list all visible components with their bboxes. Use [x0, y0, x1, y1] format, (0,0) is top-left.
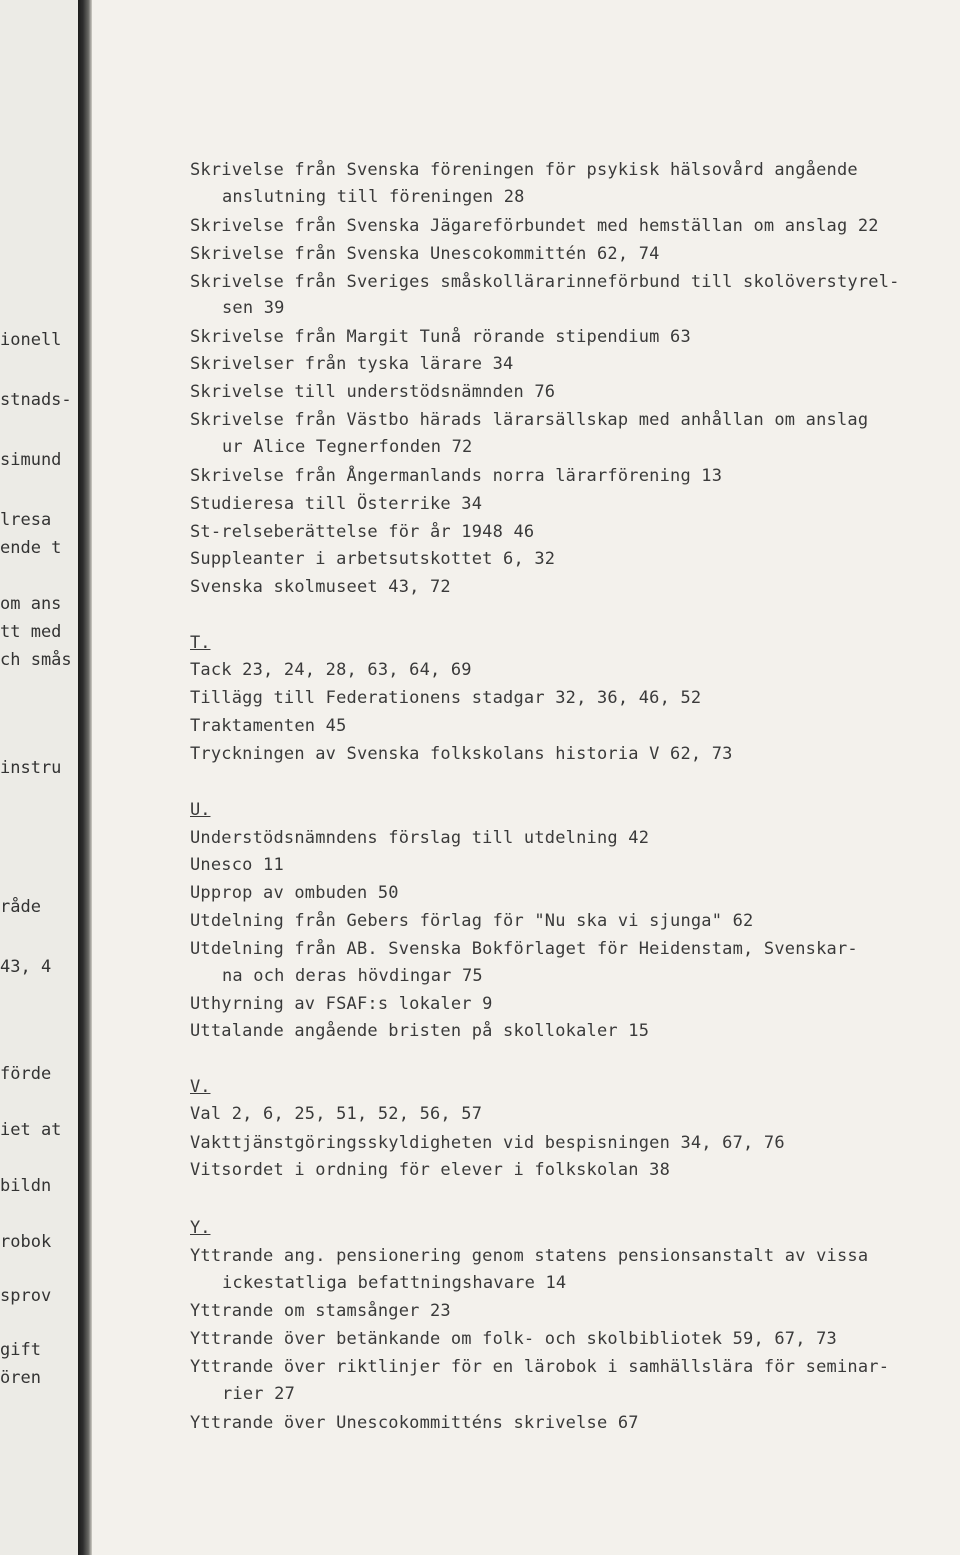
index-entry: Skrivelse från Ångermanlands norra lärarförening 13 — [190, 466, 723, 486]
letter-section-heading: V. — [190, 1077, 211, 1097]
index-entry: Upprop av ombuden 50 — [190, 883, 399, 903]
index-entry: Skrivelse till understödsnämnden 76 — [190, 382, 556, 402]
facing-page-text-fragment: stnads- — [0, 390, 72, 410]
index-entry: Yttrande över riktlinjer för en lärobok i samhällslära för seminar- — [190, 1357, 890, 1377]
index-entry: Yttrande över betänkande om folk- och skolbibliotek 59, 67, 73 — [190, 1329, 837, 1349]
index-entry: Vakttjänstgöringsskyldigheten vid bespisningen 34, 67, 76 — [190, 1133, 785, 1153]
index-entry-continuation: ur Alice Tegnerfonden 72 — [222, 437, 473, 457]
index-entry: Suppleanter i arbetsutskottet 6, 32 — [190, 549, 556, 569]
letter-section-heading: T. — [190, 633, 211, 653]
index-entry: Understödsnämndens förslag till utdelning 42 — [190, 828, 650, 848]
index-entry: Yttrande om stamsånger 23 — [190, 1301, 451, 1321]
index-entry: Skrivelse från Margit Tunå rörande stipendium 63 — [190, 327, 691, 347]
facing-page-text-fragment: iet at — [0, 1120, 62, 1140]
index-entry: Uthyrning av FSAF:s lokaler 9 — [190, 994, 493, 1014]
facing-page-text-fragment: tt med — [0, 622, 62, 642]
facing-page-text-fragment: instru — [0, 758, 62, 778]
facing-page-text-fragment: ch smås — [0, 650, 72, 670]
facing-page-text-fragment: om ans — [0, 594, 62, 614]
facing-page-text-fragment: lresa — [0, 510, 52, 530]
letter-section-heading: Y. — [190, 1218, 211, 1238]
index-entry-continuation: ickestatliga befattningshavare 14 — [222, 1273, 567, 1293]
index-entry: Yttrande över Unescokommitténs skrivelse 67 — [190, 1413, 639, 1433]
index-entry: Skrivelse från Västbo härads lärarsällskap med anhållan om anslag — [190, 410, 869, 430]
facing-page-text-fragment: 43, 4 — [0, 957, 52, 977]
index-entry-continuation: rier 27 — [222, 1384, 296, 1404]
facing-page-text-fragment: förde — [0, 1064, 52, 1084]
facing-page-text-fragment: gift — [0, 1340, 41, 1360]
facing-page-text-fragment: ören — [0, 1368, 41, 1388]
facing-page-text-fragment: simund — [0, 450, 62, 470]
index-entry: Studieresa till Österrike 34 — [190, 494, 483, 514]
index-entry: Skrivelse från Svenska Jägareförbundet med hemställan om anslag 22 — [190, 216, 879, 236]
facing-page-text-fragment: sprov — [0, 1286, 52, 1306]
facing-page-text-fragment: bildn — [0, 1176, 52, 1196]
index-entry: Utdelning från Gebers förlag för "Nu ska vi sjunga" 62 — [190, 911, 754, 931]
index-entry: Val 2, 6, 25, 51, 52, 56, 57 — [190, 1104, 483, 1124]
index-entry: Tack 23, 24, 28, 63, 64, 69 — [190, 660, 472, 680]
facing-page-text-fragment: ionell — [0, 330, 62, 350]
index-entry: Yttrande ang. pensionering genom statens pensionsanstalt av vissa — [190, 1246, 869, 1266]
index-page — [190, 0, 950, 1555]
index-entry: Unesco 11 — [190, 855, 284, 875]
index-entry-continuation: na och deras hövdingar 75 — [222, 966, 483, 986]
index-entry: Skrivelse från Svenska föreningen för psykisk hälsovård angående — [190, 160, 858, 180]
index-entry: Tryckningen av Svenska folkskolans historia V 62, 73 — [190, 744, 733, 764]
facing-page-text-fragment: robok — [0, 1232, 52, 1252]
index-entry: Tillägg till Federationens stadgar 32, 36, 46, 52 — [190, 688, 702, 708]
index-entry: Utdelning från AB. Svenska Bokförlaget för Heidenstam, Svenskar- — [190, 939, 858, 959]
letter-section-heading: U. — [190, 800, 211, 820]
index-entry-continuation: sen 39 — [222, 298, 285, 318]
index-entry: Uttalande angående bristen på skollokaler 15 — [190, 1021, 650, 1041]
index-entry: Skrivelse från Sveriges småskollärarinneförbund till skolöverstyrel- — [190, 272, 900, 292]
index-entry: Vitsordet i ordning för elever i folkskolan 38 — [190, 1160, 671, 1180]
facing-page-text-fragment: råde — [0, 897, 41, 917]
facing-page-edge — [0, 0, 78, 1555]
index-entry: Svenska skolmuseet 43, 72 — [190, 577, 451, 597]
facing-page-text-fragment: ende t — [0, 538, 62, 558]
index-entry: St-relseberättelse för år 1948 46 — [190, 522, 535, 542]
book-gutter — [78, 0, 92, 1555]
index-entry-continuation: anslutning till föreningen 28 — [222, 187, 525, 207]
index-entry: Skrivelser från tyska lärare 34 — [190, 354, 514, 374]
index-entry: Skrivelse från Svenska Unescokommittén 62, 74 — [190, 244, 660, 264]
index-entry: Traktamenten 45 — [190, 716, 347, 736]
